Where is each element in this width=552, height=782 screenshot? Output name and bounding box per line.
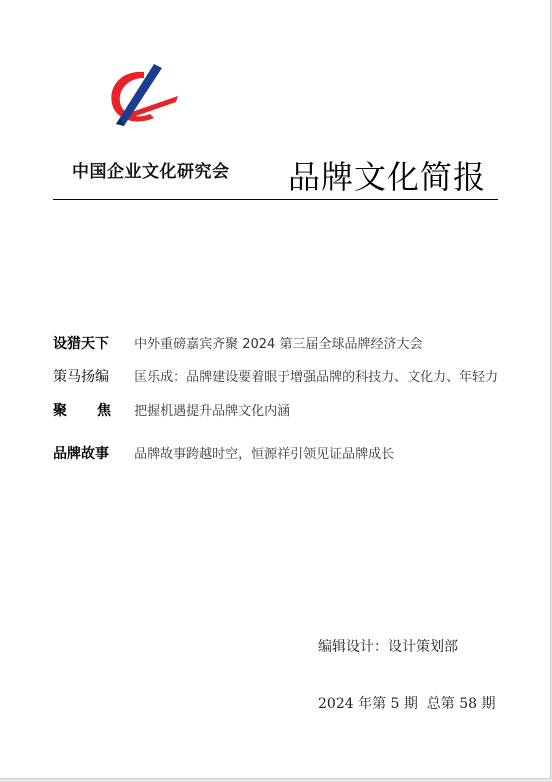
toc-item[interactable] xyxy=(53,400,290,420)
toc-item-title: 匡乐成：品牌建设要着眼于增强品牌的科技力、文化力、年轻力 xyxy=(134,370,499,385)
organization-logo-icon xyxy=(104,62,182,128)
toc-item[interactable] xyxy=(53,443,394,463)
toc-item-title: 把握机遇提升品牌文化内涵 xyxy=(134,404,291,419)
toc-item-label: 策马扬编 xyxy=(53,369,109,385)
toc-item-title: 品牌故事跨越时空，恒源祥引领见证品牌成长 xyxy=(134,447,395,462)
editor-credit: 编辑设计：设计策划部 xyxy=(318,639,458,655)
toc-item-label: 聚焦 xyxy=(53,403,141,419)
toc-item-label: 品牌故事 xyxy=(53,446,109,462)
toc-item[interactable] xyxy=(53,333,422,353)
publication-title: 品牌文化简报 xyxy=(288,158,487,196)
toc-item[interactable] xyxy=(53,366,498,386)
toc-item-label: 设猎天下 xyxy=(53,336,109,352)
toc-item-title: 中外重磅嘉宾齐聚 2024 第三届全球品牌经济大会 xyxy=(134,337,423,352)
organization-name: 中国企业文化研究会 xyxy=(72,162,230,182)
header-divider xyxy=(53,199,498,200)
issue-number: 2024 年第 5 期 总第 58 期 xyxy=(318,696,496,712)
